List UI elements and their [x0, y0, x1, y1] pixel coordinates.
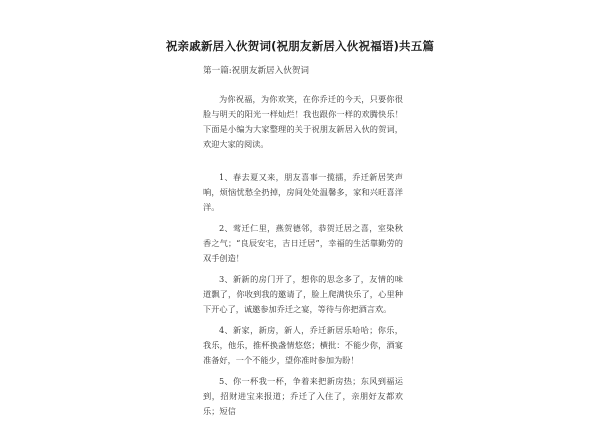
document-body	[203, 92, 403, 425]
paragraph-1: 1、春去夏又来，朋友喜事一揽擂，乔迁新居笑声响，烦恼忧愁全扔掉，房间处处温馨多，家和兴旺喜洋洋。	[203, 172, 403, 212]
paragraph-2: 2、莺迁仁里，燕贺德邻，恭贺迁居之喜，室染秋香之气；“良辰安宅，吉日迁居”，幸福的生活靠勤劳的双手创造！	[203, 223, 403, 263]
intro-paragraph: 为你祝福，为你欢笑，在你乔迁的今天，只要你很脸与明天的阳光一样灿烂！我也跟你一样的欢腾快乐！下面是小编为大家整理的关于祝朋友新居入伙的贺词，欢迎大家的阅读。	[203, 94, 403, 149]
paragraph-3: 3、新新的房门开了，想你的思念多了，友情的味道飘了，你收到我的邀请了，脸上爬满快乐了，心里种下开心了，诚邀参加乔迁之宴，等待与你把酒言欢。	[203, 274, 403, 314]
paragraph-5: 5、你一杯我一杯，争着来把新房热；东风到福运到，招财进宝来报道；乔迁了入住了，亲朋好友都欢乐；短信	[203, 376, 403, 416]
document-title: 祝亲戚新居入伙贺词(祝朋友新居入伙祝福语)共五篇	[165, 39, 435, 53]
section-title: 第一篇:祝朋友新居入伙贺词	[203, 66, 310, 76]
paragraph-4: 4、新家，新房，新人，乔迁新居乐哈哈；你乐，我乐，他乐，推杯换盏情悠悠；横批：不能少你，酒宴准备好，一个不能少，望你准时参加为盼！	[203, 325, 403, 365]
